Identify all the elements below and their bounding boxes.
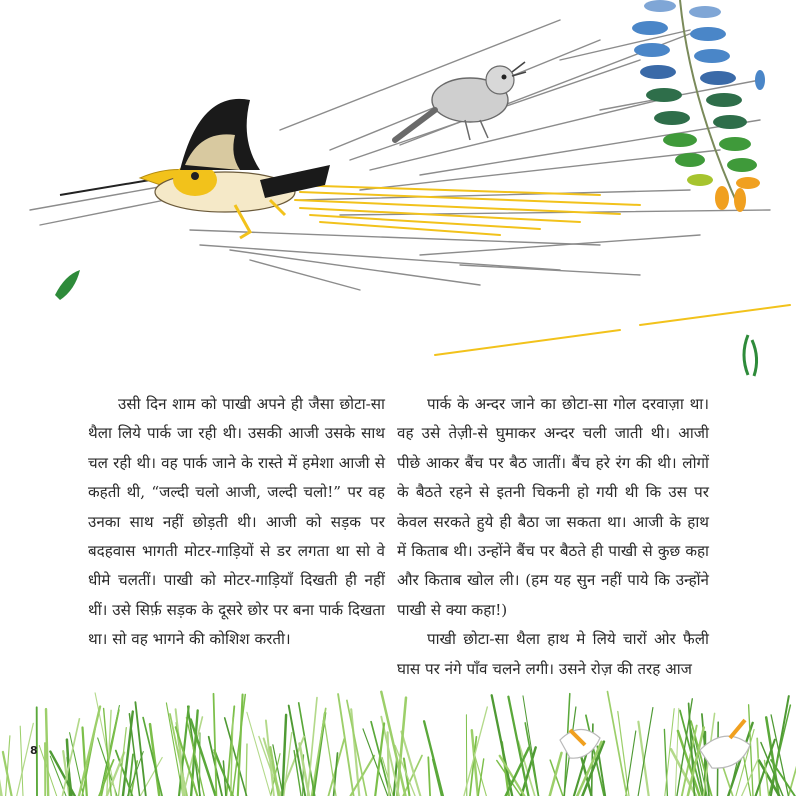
- right-text-column: [397, 390, 709, 684]
- grass-blade: [388, 732, 390, 796]
- grass-blade: [150, 724, 159, 796]
- grass-blades-icon: [0, 692, 796, 796]
- left-text-column: [88, 390, 385, 655]
- paragraph: पाखी छोटा-सा थैला हाथ मे लिये चारों ओर फैली घास पर नंगे पाँव चलने लगी। उसने रोज़ की तरह आज: [397, 630, 709, 678]
- perched-bird-icon: [395, 62, 526, 140]
- grass-blade: [246, 744, 247, 796]
- grass-blade: [424, 721, 443, 796]
- grass-blade: [20, 726, 23, 796]
- grass-blade: [675, 708, 679, 796]
- grass-blade: [347, 700, 367, 796]
- page-number: 8: [30, 744, 38, 757]
- green-leaf-icon: [55, 270, 80, 300]
- grass-blade: [638, 708, 653, 796]
- grass-blade: [17, 723, 34, 796]
- grass-blade: [324, 717, 336, 796]
- grass-blade: [789, 729, 796, 796]
- header-illustration: [0, 0, 796, 380]
- grass-blade: [478, 759, 484, 796]
- grass-blade: [143, 718, 162, 796]
- grass-blade: [608, 692, 627, 796]
- grass-blade: [749, 705, 753, 796]
- leafy-branch-icon: [632, 0, 765, 212]
- flying-bird-icon: [60, 99, 330, 238]
- grass-blade: [0, 739, 2, 796]
- grass-blade: [46, 709, 48, 796]
- green-sprout-icon: [744, 335, 757, 376]
- grass-blade: [3, 752, 12, 796]
- grass-illustration: [0, 690, 796, 796]
- paragraph: उसी दिन शाम को पाखी अपने ही जैसा छोटा-सा थैला लिये पार्क जा रही थी। उसकी आजी उसके साथ चल रही थी। वह पार्क जाने के रास्ते में हमेशा आजी से कहती थी, “जल्दी चलो आजी, जल्दी चलो!” पर वह उनका साथ नहीं छोड़ती थी। आजी को सड़क पर बदहवास भागती मोटर-गाड़ियों से डर लगता था सो वे धीमे चलतीं। पाखी को मोटर-गाड़ियाँ दिखती ही नहीं थीं। उसे सिर्फ़ सड़क के दूसरे छोर पर बना पार्क दिखता था। सो वह भागने की कोशिश करती।: [88, 395, 385, 649]
- grass-blade: [214, 694, 217, 796]
- grass-blade: [550, 753, 562, 796]
- paragraph: पार्क के अन्दर जाने का छोटा-सा गोल दरवाज़ा था। वह उसे तेज़ी-से घुमाकर अन्दर चली जाती थी। आजी पीछे आकर बैंच पर बैठ जातीं। बैंच हरे रंग की थी। लोगों के बैठते रहने से इतनी चिकनी हो गयी थी कि उस पर केवल सरकते हुये ही बैठा जा सकता था। आजी के हाथ में किताब थी। उन्होंने बैंच पर बैठते ही पाखी से कुछ कहा और किताब खोल ली। (हम यह सुन नहीं पाये कि उन्होंने पाखी से क्या कहा!): [397, 395, 709, 619]
- grass-blade: [135, 702, 145, 796]
- grass-blade: [492, 695, 513, 796]
- grass-blade: [428, 757, 430, 796]
- motion-lines-icon: [30, 20, 770, 290]
- grass-blade: [79, 707, 100, 796]
- grass-blade: [312, 709, 326, 796]
- grass-blade: [626, 731, 636, 796]
